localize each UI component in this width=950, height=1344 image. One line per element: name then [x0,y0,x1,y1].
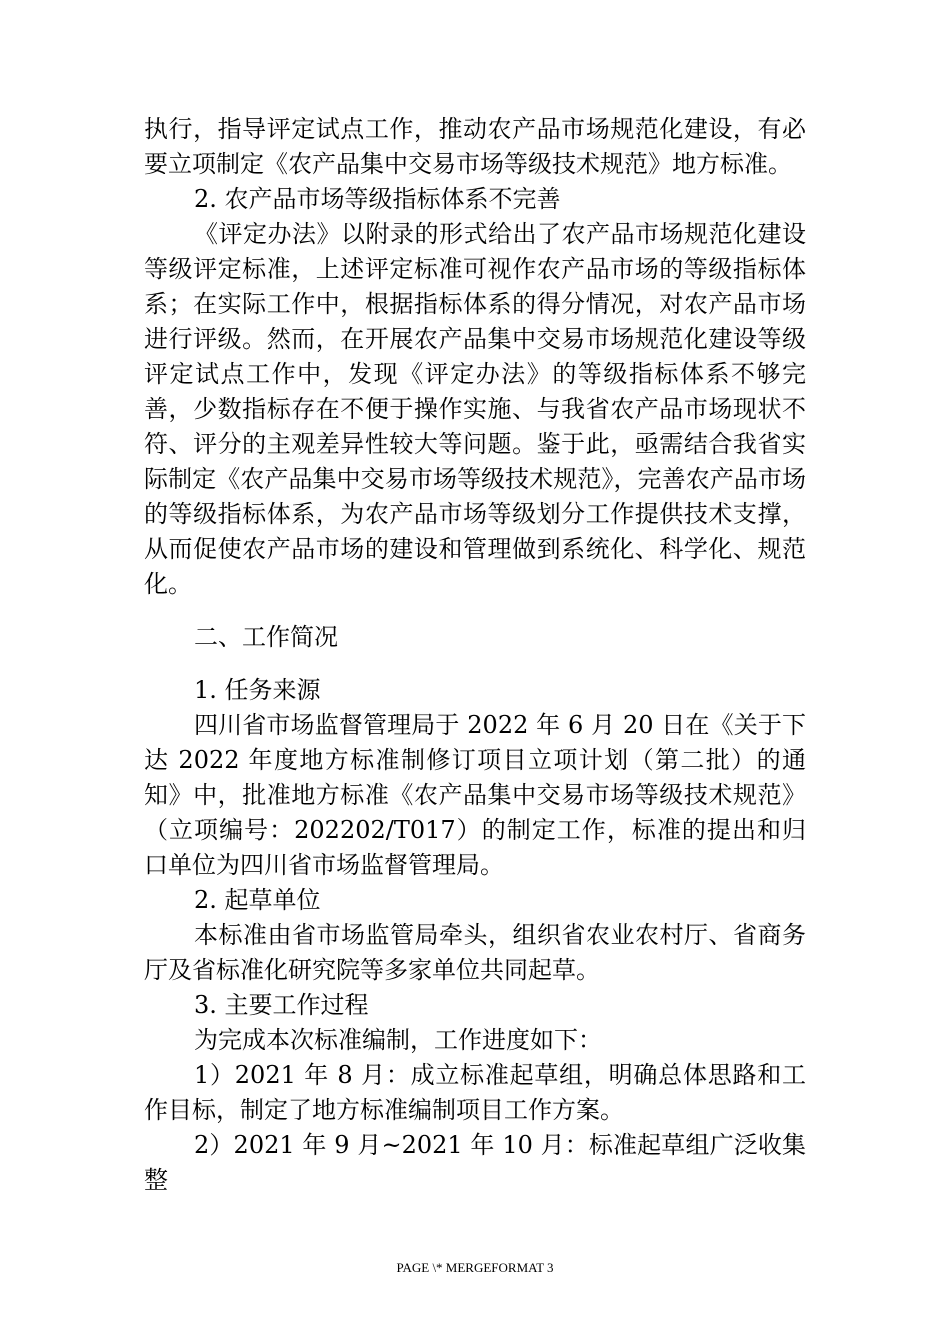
subheading-2: 2. 农产品市场等级指标体系不完善 [194,185,561,213]
paragraph-task-source: 四川省市场监督管理局于 2022 年 6 月 20 日在《关于下达 2022 年度地方标准制修订项目立项计划（第二批）的通知》中，批准地方标准《农产品集中交易市场等级技术规范》（立项编号：202202/T017）的制定工作，标准的提出和归口单位为四川省市场监督管理局。 [144,711,806,879]
subheading-task-source: 1. 任务来源 [194,676,321,704]
subheading-work-process: 3. 主要工作过程 [194,991,369,1019]
paragraph-continuation: 执行，指导评定试点工作，推动农产品市场规范化建设，有必要立项制定《农产品集中交易市场等级技术规范》地方标准。 [144,115,806,178]
paragraph-evaluation: 《评定办法》以附录的形式给出了农产品市场规范化建设等级评定标准，上述评定标准可视作农产品市场的等级指标体系；在实际工作中，根据指标体系的得分情况，对农产品市场进行评级。然而，在开展农产品集中交易市场规范化建设等级评定试点工作中，发现《评定办法》的等级指标体系不够完善，少数指标存在不便于操作实施、与我省农产品市场现状不符、评分的主观差异性较大等问题。鉴于此，亟需结合我省实际制定《农产品集中交易市场等级技术规范》，完善农产品市场的等级指标体系，为农产品市场等级划分工作提供技术支撑，从而促使农产品市场的建设和管理做到系统化、科学化、规范化。 [144,220,806,598]
list-item-step-2: 2）2021 年 9 月~2021 年 10 月：标准起草组广泛收集整 [144,1131,806,1194]
body-text [144,112,806,1198]
subheading-drafting-unit: 2. 起草单位 [194,886,321,914]
page-footer: PAGE \* MERGEFORMAT 3 [396,1260,554,1275]
section-heading-work-overview: 二、工作简况 [194,623,338,651]
paragraph-progress-intro: 为完成本次标准编制，工作进度如下： [194,1026,602,1054]
paragraph-drafting-unit: 本标准由省市场监管局牵头，组织省农业农村厅、省商务厅及省标准化研究院等多家单位共同起草。 [144,921,806,984]
list-item-step-1: 1）2021 年 8 月：成立标准起草组，明确总体思路和工作目标，制定了地方标准编制项目工作方案。 [144,1061,806,1124]
